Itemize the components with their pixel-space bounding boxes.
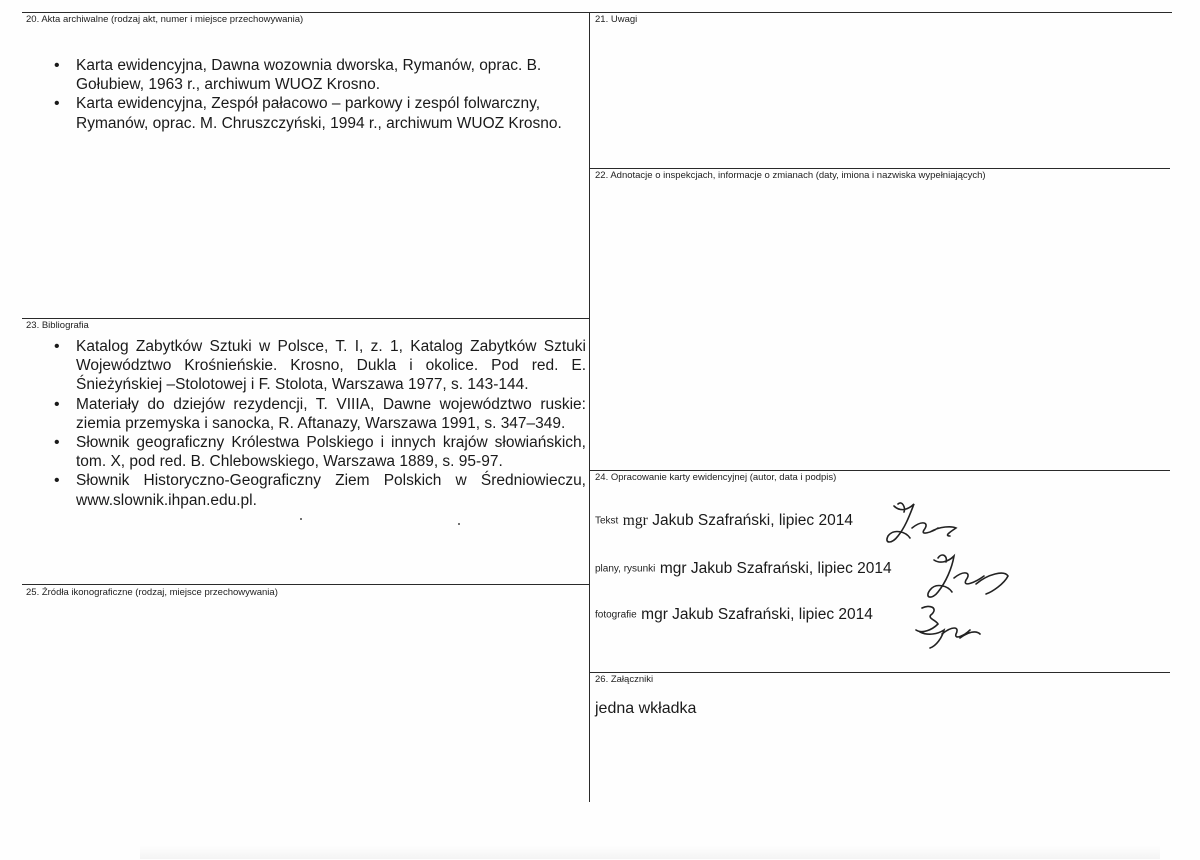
list-item: • Materiały do dziejów rezydencji, T. VIIIA, Dawne województwo ruskie: ziemia przemyska i sanocka, R. Aftanazy, Warszawa 1991, s. 347–349.	[50, 395, 586, 433]
signature-line-value: mgr Jakub Szafrański, lipiec 2014	[659, 560, 892, 577]
signature-line-value: Jakub Szafrański, lipiec 2014	[652, 512, 853, 529]
scan-shadow	[140, 845, 1160, 859]
signature-line-plans	[595, 560, 892, 582]
section-26-value: jedna wkładka	[595, 700, 697, 717]
section-24-label: 24. Opracowanie karty ewidencyjnej (autor, data i podpis)	[595, 472, 837, 483]
signature-line-text	[595, 512, 853, 534]
section-22-label: 22. Adnotacje o inspekcjach, informacje o zmianach (daty, imiona i nazwiska wypełniających)	[595, 170, 986, 181]
list-item: • Słownik geograficzny Królestwa Polskiego i innych krajów słowiańskich, tom. X, pod red. B. Chlebowskiego, Warszawa 1889, s. 95-97.	[50, 433, 586, 471]
section-21-label: 21. Uwagi	[595, 14, 638, 25]
divider-s23	[22, 318, 589, 319]
section-20-label: 20. Akta archiwalne (rodzaj akt, numer i miejsce przechowywania)	[26, 14, 304, 25]
divider-s24	[590, 470, 1170, 471]
handwritten-signature-1	[880, 498, 970, 550]
signature-line-title: mgr	[622, 512, 648, 529]
handwritten-signature-3	[908, 600, 988, 652]
list-item: • Karta ewidencyjna, Zespół pałacowo – parkowy i zespól folwarczny, Rymanów, oprac. M. Chruszczyński, 1994 r., archiwum WUOZ Krosno.	[50, 94, 590, 132]
divider-s22	[590, 168, 1170, 169]
section-20-list	[50, 56, 590, 133]
divider-top	[22, 12, 1172, 13]
section-23-list	[50, 337, 586, 510]
list-item: • Katalog Zabytków Sztuki w Polsce, T. I, z. 1, Katalog Zabytków Sztuki Województwo Krośnieńskie. Krosno, Dukla i okolice. Pod red. E. Śnieżyńskiej –Stolotowej i F. Stolota, Warszawa 1977, s. 143-144.	[50, 337, 586, 395]
divider-s25	[22, 584, 589, 585]
signature-line-photos	[595, 606, 873, 628]
signature-line-prefix: Tekst	[595, 515, 619, 527]
section-25-label: 25. Źródła ikonograficzne (rodzaj, miejsce przechowywania)	[26, 587, 278, 598]
scan-speck	[458, 523, 460, 525]
section-26-label: 26. Załączniki	[595, 674, 654, 685]
signature-line-value: mgr Jakub Szafrański, lipiec 2014	[641, 606, 873, 623]
handwritten-signature-2	[918, 548, 1028, 604]
scan-speck	[300, 518, 302, 520]
list-item: • Słownik Historyczno-Geograficzny Ziem Polskich w Średniowieczu, www.slownik.ihpan.edu.pl.	[50, 471, 586, 509]
signature-line-prefix: fotografie	[595, 609, 637, 621]
section-23-label: 23. Bibliografia	[26, 320, 89, 331]
signature-line-prefix: plany, rysunki	[595, 563, 656, 575]
divider-s26	[590, 672, 1170, 673]
list-item: • Karta ewidencyjna, Dawna wozownia dworska, Rymanów, oprac. B. Gołubiew, 1963 r., archiwum WUOZ Krosno.	[50, 56, 590, 94]
